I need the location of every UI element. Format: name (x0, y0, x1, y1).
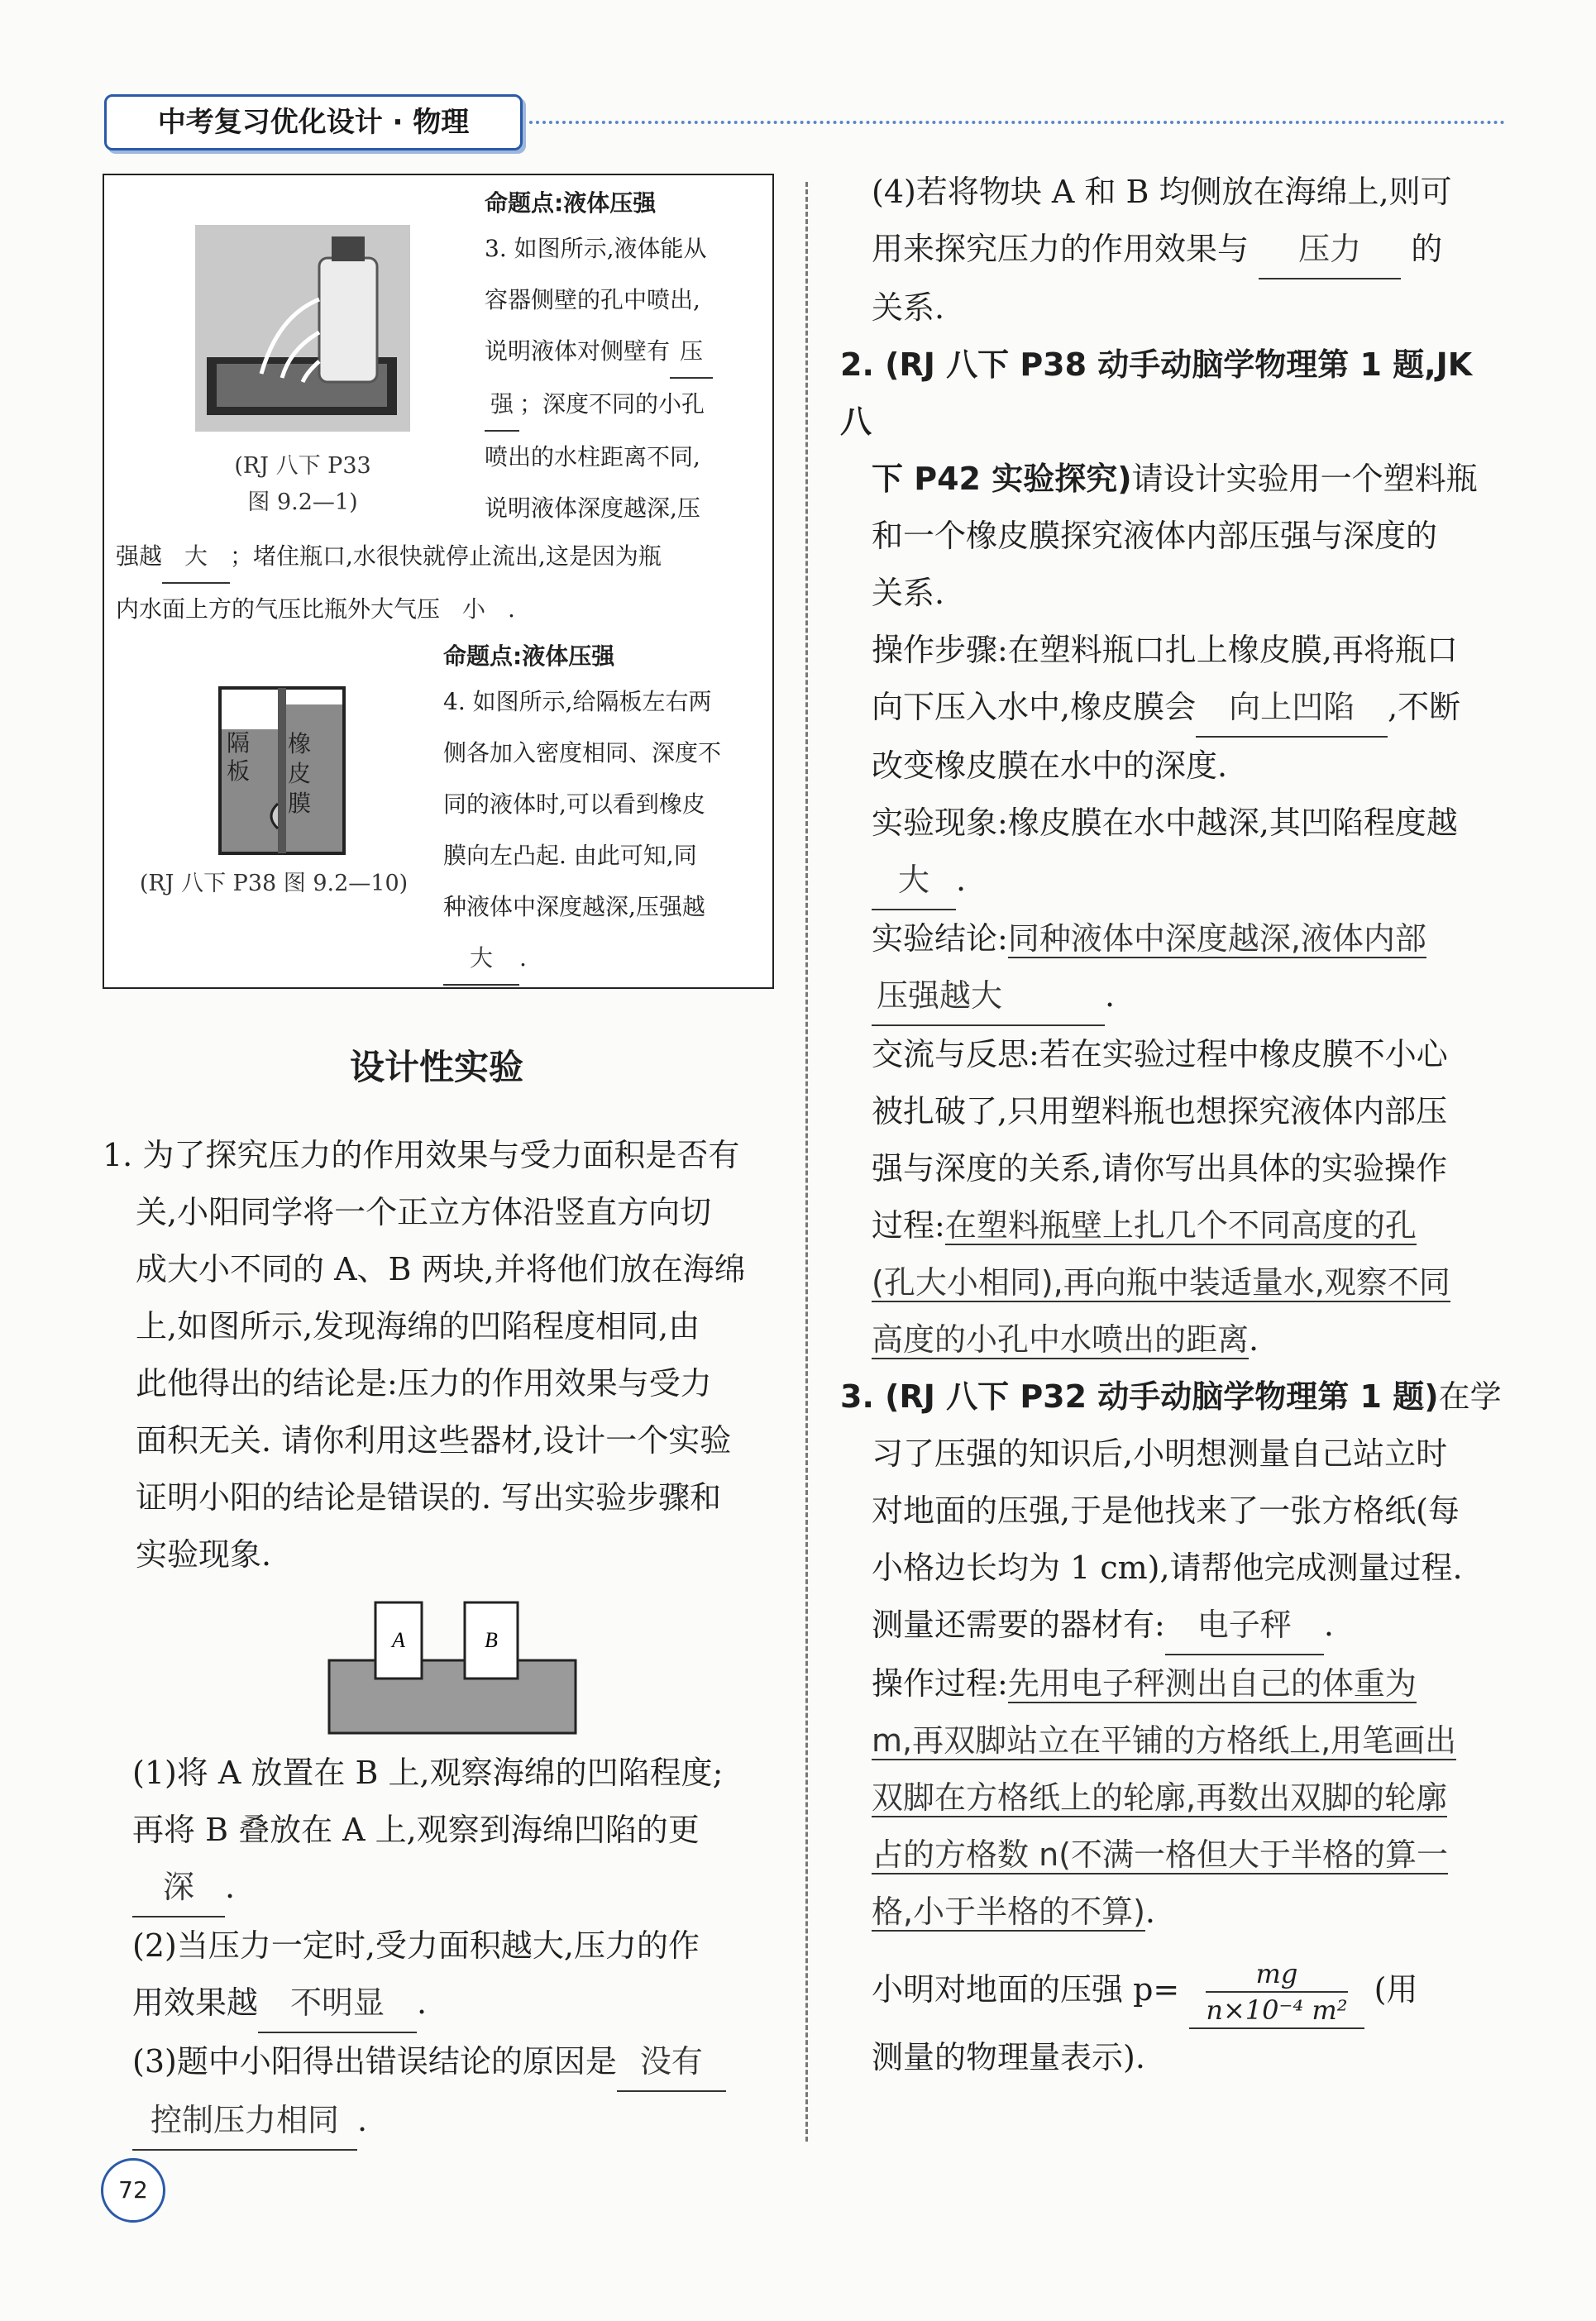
text-line: 实验现象. (136, 1536, 272, 1573)
text-line: 容器侧壁的孔中喷出, (485, 286, 700, 313)
text-line: 此他得出的结论是:压力的作用效果与受力 (136, 1365, 712, 1402)
question-3-heading (840, 1368, 1513, 1426)
pressure-formula-line (840, 1952, 1513, 2029)
text-line: 对地面的压强,于是他找来了一张方格纸(每 (872, 1492, 1460, 1529)
text-line (840, 1311, 1513, 1368)
text-segment: . (1323, 1607, 1334, 1643)
text-line (132, 1859, 777, 1917)
text-segment: 操作过程: (872, 1665, 1008, 1702)
text-line: 关系. (872, 289, 945, 326)
text-line: 膜向左凸起. 由此可知,同 (443, 842, 697, 869)
text-line (132, 2033, 777, 2092)
answer-blank: 在塑料瓶壁上扎几个不同高度的孔 (944, 1207, 1417, 1244)
text-line: 交流与反思:若在实验过程中橡皮膜不小心 (872, 1036, 1448, 1072)
answer-blank: 大 (162, 531, 230, 584)
text-line: 证明小阳的结论是错误的. 写出实验步骤和 (136, 1479, 722, 1516)
text-segment: 说明液体对侧壁有 (485, 337, 671, 365)
text-line: 同的液体时,可以看到橡皮 (443, 790, 705, 818)
text-line (840, 221, 1513, 279)
answer-blank: 同种液体中深度越深,液体内部 (1007, 920, 1426, 957)
source-ref: 3. (RJ 八下 P32 动手动脑学物理第 1 题) (840, 1378, 1439, 1415)
text-line (485, 379, 766, 432)
text-segment: . (357, 2102, 368, 2138)
answer-blank: 压 (670, 326, 713, 379)
column-divider (805, 182, 808, 2142)
text-segment: . (417, 1984, 428, 2021)
caption-line: 图 9.2—1) (247, 490, 358, 515)
text-line: 强与深度的关系,请你写出具体的实验操作 (872, 1150, 1448, 1187)
header-dotted-rule (529, 121, 1505, 124)
answer-blank: 高度的小孔中水喷出的距离 (872, 1321, 1250, 1358)
text-line: (2)当压力一定时,受力面积越大,压力的作 (132, 1927, 700, 1964)
answer-blank: 不明显 (258, 1975, 417, 2033)
text-segment: 用效果越 (132, 1984, 259, 2021)
text-line: 3. 如图所示,液体能从 (485, 235, 707, 262)
text-line: (4)若将物块 A 和 B 均侧放在海绵上,则可 (872, 174, 1452, 210)
answer-blank: 压力 (1259, 221, 1401, 279)
text-line: 面积无关. 请你利用这些器材,设计一个实验 (136, 1422, 732, 1459)
text-segment: ；深度不同的小孔 (519, 390, 705, 418)
text-line: 习了压强的知识后,小明想测量自己站立时 (872, 1435, 1448, 1472)
text-line (116, 531, 769, 584)
text-segment: (用 (1374, 1971, 1418, 2008)
text-line (840, 1597, 1513, 1655)
answer-blank: 强 (485, 379, 519, 432)
section-title: 设计性实验 (349, 1047, 523, 1087)
text-segment: 用来探究压力的作用效果与 (872, 231, 1250, 267)
text-line (840, 1827, 1513, 1884)
sponge-blocks-figure (327, 1594, 579, 1735)
text-line: 操作步骤:在塑料瓶口扎上橡皮膜,再将瓶口 (872, 632, 1458, 668)
answer-blank: (孔大小相同),再向瓶中装适量水,观察不同 (872, 1264, 1450, 1301)
answer-blank: m,再双脚站立在平铺的方格纸上,用笔画出 (872, 1722, 1457, 1759)
question-1 (103, 1127, 777, 1583)
figure-caption (195, 448, 410, 521)
answer-blank: 大 (872, 852, 956, 910)
text-line (840, 1254, 1513, 1311)
text-segment: . (1144, 1894, 1155, 1930)
text-segment: 的 (1411, 231, 1443, 267)
text-segment: . (1105, 977, 1116, 1014)
topic-label: 命题点:液体压强 (485, 189, 657, 217)
answer-blank: 向上凹陷 (1196, 679, 1388, 738)
text-line (840, 1884, 1513, 1941)
pressure-formula (1189, 1956, 1364, 2029)
text-segment: . (1249, 1321, 1259, 1358)
text-segment: 小明对地面的压强 p= (872, 1971, 1180, 2008)
text-line (485, 326, 766, 379)
text-line: 种液体中深度越深,压强越 (443, 893, 705, 920)
text-line (116, 584, 769, 637)
caption-line: (RJ 八下 P33 (234, 453, 371, 479)
text-line: 侧各加入密度相同、深度不 (443, 739, 722, 767)
text-segment: 实验结论: (872, 920, 1008, 957)
answer-blank: 双脚在方格纸上的轮廓,再数出双脚的轮廓 (872, 1779, 1448, 1816)
text-segment: . (508, 595, 515, 623)
right-column (840, 164, 1513, 2086)
answer-blank: 控制压力相同 (132, 2092, 357, 2151)
formula-denominator: n×10⁻⁴ m² (1206, 1994, 1348, 2026)
question-box-3 (103, 174, 774, 633)
answer-blank: 大 (443, 933, 519, 986)
text-line: 改变橡皮膜在水中的深度. (872, 747, 1228, 784)
figure-caption: (RJ 八下 P38 图 9.2—10) (139, 871, 409, 896)
text-line (840, 679, 1513, 738)
text-line (132, 2092, 777, 2151)
text-line (840, 852, 1513, 910)
text-line: 再将 B 叠放在 A 上,观察到海绵凹陷的更 (132, 1812, 700, 1848)
text-segment: 向下压入水中,橡皮膜会 (872, 689, 1197, 725)
text-line: 被扎破了,只用塑料瓶也想探究液体内部压 (872, 1093, 1448, 1129)
text-line (840, 451, 1513, 508)
topic-label: 命题点:液体压强 (443, 642, 615, 670)
answer-blank: 深 (132, 1859, 225, 1917)
text-line: 关系. (872, 575, 945, 611)
partition-label: 隔板 (227, 729, 251, 785)
bottle-spray-figure (195, 225, 410, 432)
text-line: 实验现象:橡皮膜在水中越深,其凹陷程度越 (872, 805, 1458, 841)
text-line: 关,小阳同学将一个正立方体沿竖直方向切 (136, 1194, 712, 1230)
page-number: 72 (101, 2158, 165, 2223)
membrane-label: 橡皮膜 (288, 730, 312, 817)
answer-blank: 先用电子秤测出自己的体重为 (1007, 1665, 1417, 1702)
text-line (132, 1975, 777, 2033)
answer-blank: 格,小于半格的不算) (872, 1894, 1145, 1930)
book-title: 中考复习优化设计 · 物理 (104, 94, 523, 150)
text-line (840, 1712, 1513, 1769)
answer-blank: 占的方格数 n(不满一格但大于半格的算一 (872, 1836, 1448, 1873)
text-segment: 内水面上方的气压比瓶外大气压 (116, 595, 441, 623)
question-text (116, 531, 769, 637)
text-segment: . (956, 862, 967, 898)
text-line (840, 967, 1513, 1026)
text-segment: . (519, 944, 527, 972)
question-box-4 (103, 630, 774, 989)
text-segment: . (225, 1869, 236, 1905)
text-line: 成大小不同的 A、B 两块,并将他们放在海绵 (136, 1251, 746, 1287)
text-line: (1)将 A 放置在 B 上,观察海绵的凹陷程度; (132, 1755, 724, 1791)
text-segment: 测量还需要的器材有: (872, 1607, 1165, 1643)
text-segment: 强越 (116, 542, 163, 570)
question-2-heading: 2. (RJ 八下 P38 动手动脑学物理第 1 题,JK 八 (840, 346, 1473, 440)
answer-blank: 压强越大 (872, 967, 1105, 1026)
block-b-label: B (485, 1628, 498, 1652)
text-line (840, 1769, 1513, 1827)
text-line (840, 1197, 1513, 1254)
text-segment: 请设计实验用一个塑料瓶 (1131, 461, 1478, 497)
text-line (840, 910, 1513, 967)
text-line: 1. 为了探究压力的作用效果与受力面积是否有 (103, 1137, 740, 1173)
text-line: 小格边长均为 1 cm),请帮他完成测量过程. (872, 1550, 1463, 1586)
text-line: 测量的物理量表示). (872, 2038, 1145, 2075)
text-line: 上,如图所示,发现海绵的凹陷程度相同,由 (136, 1308, 700, 1344)
block-a-label: A (392, 1628, 405, 1652)
text-line: 4. 如图所示,给隔板左右两 (443, 688, 712, 715)
text-line (840, 1655, 1513, 1712)
text-line: 说明液体深度越深,压 (485, 494, 700, 522)
answer-blank: 电子秤 (1165, 1597, 1324, 1655)
question-text (443, 676, 766, 986)
formula-numerator: mg (1206, 1956, 1347, 1993)
text-line (443, 933, 766, 986)
source-ref: 下 P42 实验探究) (872, 461, 1132, 497)
answer-blank: 没有 (617, 2033, 726, 2092)
answer-blank: 小 (440, 584, 508, 637)
text-segment: 在学 (1438, 1378, 1502, 1415)
text-segment: ,不断 (1388, 689, 1461, 725)
text-line: 和一个橡皮膜探究液体内部压强与深度的 (872, 518, 1438, 554)
question-text (485, 223, 766, 534)
text-segment: 过程: (872, 1207, 945, 1244)
question-1-parts (132, 1745, 777, 2151)
text-segment: ；堵住瓶口,水很快就停止流出,这是因为瓶 (230, 542, 662, 570)
text-segment: (3)题中小阳得出错误结论的原因是 (132, 2043, 617, 2080)
text-line: 喷出的水柱距离不同, (485, 443, 700, 470)
